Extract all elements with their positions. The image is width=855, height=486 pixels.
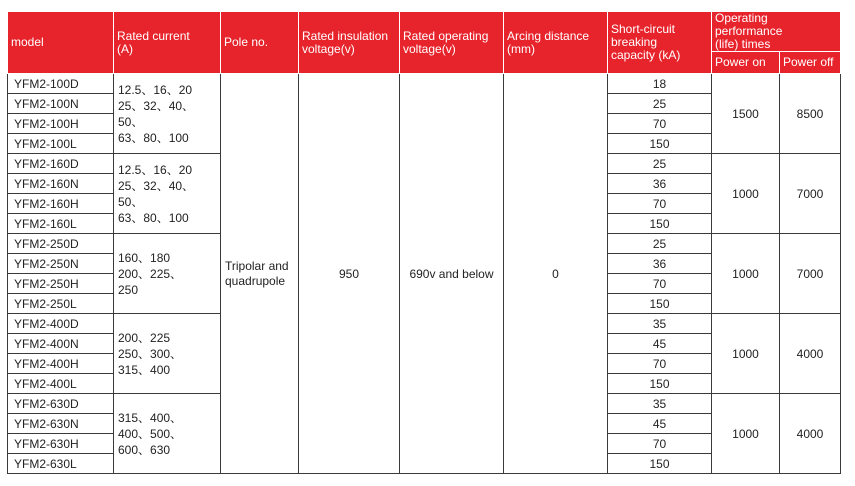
breaking-capacity-cell: 70 — [608, 114, 712, 134]
breaking-capacity-cell: 35 — [608, 314, 712, 334]
header-operating-performance — [712, 12, 841, 52]
table-body — [8, 74, 841, 474]
breaking-capacity-cell: 36 — [608, 174, 712, 194]
header-rated-insulation — [299, 12, 400, 74]
breaking-capacity-cell: 25 — [608, 234, 712, 254]
breaking-capacity-cell: 25 — [608, 94, 712, 114]
breaking-capacity-cell: 150 — [608, 214, 712, 234]
model-cell: YFM2-630L — [8, 454, 114, 474]
header-breaking-capacity — [608, 12, 712, 74]
breaking-capacity-cell: 70 — [608, 434, 712, 454]
rated-current-line: 250 — [118, 282, 139, 297]
header-arcing-distance-label: Arcing distance (mm) — [507, 28, 590, 56]
rated-current-line: 200、225、 — [118, 266, 183, 281]
header-power-off-label: Power off — [783, 55, 834, 69]
rated-current-cell — [114, 74, 221, 154]
breaking-capacity-cell: 36 — [608, 254, 712, 274]
table-row — [8, 74, 841, 94]
header-breaking-capacity-label: Short-circuit breaking capacity (kA) — [611, 22, 681, 62]
spec-table — [7, 11, 841, 474]
header-rated-operating-label: Rated operating voltage(v) — [403, 28, 489, 56]
insulation-voltage-cell: 950 — [299, 74, 400, 474]
model-cell: YFM2-100L — [8, 134, 114, 154]
rated-current-line: 12.5、16、20 — [118, 162, 193, 177]
model-cell: YFM2-400D — [8, 314, 114, 334]
rated-current-line: 600、630 — [118, 442, 171, 457]
power-off-cell: 8500 — [780, 74, 841, 154]
power-off-cell: 4000 — [780, 394, 841, 474]
rated-current-line: 315、400 — [118, 362, 171, 377]
power-on-cell: 1000 — [712, 314, 780, 394]
operating-voltage-cell: 690v and below — [400, 74, 504, 474]
power-off-cell: 7000 — [780, 154, 841, 234]
header-rated-current — [114, 12, 221, 74]
model-cell: YFM2-160N — [8, 174, 114, 194]
breaking-capacity-cell: 70 — [608, 274, 712, 294]
model-cell: YFM2-160L — [8, 214, 114, 234]
rated-current-cell — [114, 314, 221, 394]
rated-current-line: 200、225 — [118, 330, 171, 345]
rated-current-line: 25、32、40、50、 — [118, 178, 195, 209]
power-off-cell: 4000 — [780, 314, 841, 394]
breaking-capacity-cell: 45 — [608, 334, 712, 354]
rated-current-line: 25、32、40、50、 — [118, 98, 195, 129]
header-power-on — [712, 52, 780, 74]
rated-current-line: 315、400、 — [118, 410, 183, 425]
breaking-capacity-cell: 150 — [608, 374, 712, 394]
model-cell: YFM2-250H — [8, 274, 114, 294]
rated-current-line: 250、300、 — [118, 346, 183, 361]
header-power-on-label: Power on — [715, 55, 766, 69]
power-on-cell: 1500 — [712, 74, 780, 154]
power-on-cell: 1000 — [712, 154, 780, 234]
model-cell: YFM2-100D — [8, 74, 114, 94]
breaking-capacity-cell: 45 — [608, 414, 712, 434]
model-cell: YFM2-160D — [8, 154, 114, 174]
pole-no-cell: Tripolar and quadrupole — [221, 74, 299, 474]
model-cell: YFM2-630D — [8, 394, 114, 414]
table-header — [8, 12, 841, 74]
header-arcing-distance — [504, 12, 608, 74]
header-rated-operating — [400, 12, 504, 74]
power-on-cell: 1000 — [712, 234, 780, 314]
breaking-capacity-cell: 18 — [608, 74, 712, 94]
header-pole-no-label: Pole no. — [224, 35, 269, 49]
model-cell: YFM2-250N — [8, 254, 114, 274]
breaking-capacity-cell: 25 — [608, 154, 712, 174]
model-cell: YFM2-400L — [8, 374, 114, 394]
header-model-label: model — [11, 35, 44, 49]
model-cell: YFM2-250D — [8, 234, 114, 254]
breaking-capacity-cell: 150 — [608, 294, 712, 314]
power-on-cell: 1000 — [712, 394, 780, 474]
breaking-capacity-cell: 150 — [608, 134, 712, 154]
power-off-cell: 7000 — [780, 234, 841, 314]
breaking-capacity-cell: 150 — [608, 454, 712, 474]
rated-current-line: 400、500、 — [118, 426, 183, 441]
model-cell: YFM2-100H — [8, 114, 114, 134]
breaking-capacity-cell: 70 — [608, 354, 712, 374]
header-rated-current-label: Rated current (A) — [117, 28, 190, 56]
model-cell: YFM2-100N — [8, 94, 114, 114]
rated-current-cell — [114, 234, 221, 314]
header-power-off — [780, 52, 841, 74]
rated-current-cell — [114, 394, 221, 474]
breaking-capacity-cell: 70 — [608, 194, 712, 214]
header-model — [8, 12, 114, 74]
header-pole-no — [221, 12, 299, 74]
header-operating-performance-label: Operating performance (life) times — [715, 11, 783, 51]
model-cell: YFM2-630N — [8, 414, 114, 434]
header-rated-insulation-label: Rated insulation voltage(v) — [302, 28, 389, 56]
rated-current-line: 160、180 — [118, 250, 171, 265]
rated-current-line: 63、80、100 — [118, 130, 189, 145]
breaking-capacity-cell: 35 — [608, 394, 712, 414]
model-cell: YFM2-250L — [8, 294, 114, 314]
model-cell: YFM2-630H — [8, 434, 114, 454]
model-cell: YFM2-400N — [8, 334, 114, 354]
model-cell: YFM2-160H — [8, 194, 114, 214]
rated-current-line: 63、80、100 — [118, 210, 189, 225]
arcing-distance-cell: 0 — [504, 74, 608, 474]
model-cell: YFM2-400H — [8, 354, 114, 374]
rated-current-line: 12.5、16、20 — [118, 82, 193, 97]
rated-current-cell — [114, 154, 221, 234]
